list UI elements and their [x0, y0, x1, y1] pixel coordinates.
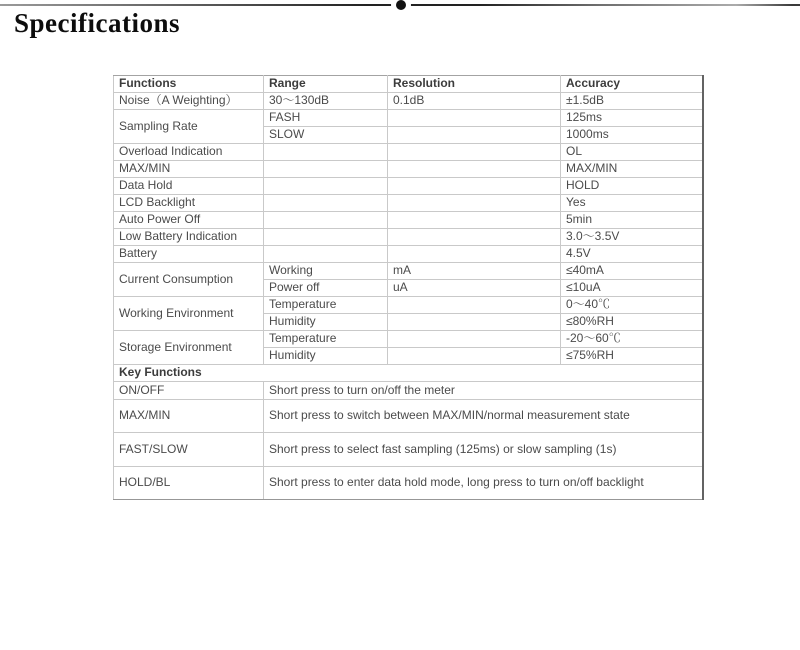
spec-cell — [264, 195, 388, 212]
spec-cell: ≤10uA — [561, 280, 703, 297]
table-row — [114, 144, 703, 161]
spec-cell: FAST/SLOW — [114, 433, 264, 467]
spec-cell: ±1.5dB — [561, 93, 703, 110]
spec-cell — [388, 161, 561, 178]
spec-cell: Short press to select fast sampling (125ms) or slow sampling (1s) — [264, 433, 703, 467]
spec-cell: Data Hold — [114, 178, 264, 195]
spec-cell: mA — [388, 263, 561, 280]
spec-cell — [264, 178, 388, 195]
spec-cell: 30～130dB — [264, 93, 388, 110]
spec-cell: Yes — [561, 195, 703, 212]
spec-cell: -20～60℃ — [561, 331, 703, 348]
top-divider — [0, 4, 800, 6]
spec-cell: Temperature — [264, 297, 388, 314]
spec-cell — [388, 110, 561, 127]
spec-cell — [264, 212, 388, 229]
spec-cell: 0～40℃ — [561, 297, 703, 314]
spec-cell — [388, 297, 561, 314]
spec-cell: Range — [264, 76, 388, 93]
table-row — [114, 195, 703, 212]
spec-cell — [264, 229, 388, 246]
spec-cell: Short press to turn on/off the meter — [264, 382, 703, 400]
spec-cell: MAX/MIN — [561, 161, 703, 178]
spec-cell: 3.0～3.5V — [561, 229, 703, 246]
spec-cell: Sampling Rate — [114, 110, 264, 144]
spec-cell — [388, 246, 561, 263]
spec-cell: Functions — [114, 76, 264, 93]
spec-cell — [388, 348, 561, 365]
spec-cell: 4.5V — [561, 246, 703, 263]
spec-cell — [388, 212, 561, 229]
spec-cell: Humidity — [264, 314, 388, 331]
spec-cell: Storage Environment — [114, 331, 264, 365]
spec-cell — [388, 331, 561, 348]
spec-cell: uA — [388, 280, 561, 297]
spec-cell: Auto Power Off — [114, 212, 264, 229]
table-row — [114, 331, 703, 348]
spec-cell: Short press to enter data hold mode, long press to turn on/off backlight — [264, 467, 703, 500]
table-row — [114, 467, 703, 500]
spec-cell: ON/OFF — [114, 382, 264, 400]
spec-cell — [388, 314, 561, 331]
spec-cell: MAX/MIN — [114, 161, 264, 178]
spec-cell: 1000ms — [561, 127, 703, 144]
table-row — [114, 263, 703, 280]
table-row — [114, 161, 703, 178]
table-row — [114, 110, 703, 127]
spec-cell: Humidity — [264, 348, 388, 365]
spec-cell — [264, 246, 388, 263]
table-row — [114, 433, 703, 467]
spec-cell: MAX/MIN — [114, 400, 264, 433]
spec-cell: Noise（A Weighting） — [114, 93, 264, 110]
spec-cell: Temperature — [264, 331, 388, 348]
spec-cell: Power off — [264, 280, 388, 297]
table-row — [114, 400, 703, 433]
spec-cell: HOLD — [561, 178, 703, 195]
spec-cell: Overload Indication — [114, 144, 264, 161]
table-row — [114, 178, 703, 195]
spec-cell — [388, 229, 561, 246]
spec-cell — [388, 195, 561, 212]
spec-cell: Battery — [114, 246, 264, 263]
spec-cell: Working Environment — [114, 297, 264, 331]
spec-cell: FASH — [264, 110, 388, 127]
table-row — [114, 76, 703, 93]
spec-cell — [388, 144, 561, 161]
table-row — [114, 212, 703, 229]
spec-cell: Low Battery Indication — [114, 229, 264, 246]
spec-cell: 5min — [561, 212, 703, 229]
spec-cell: ≤75%RH — [561, 348, 703, 365]
spec-table — [113, 75, 704, 500]
spec-cell: ≤80%RH — [561, 314, 703, 331]
spec-cell: SLOW — [264, 127, 388, 144]
spec-cell — [388, 127, 561, 144]
spec-cell: ≤40mA — [561, 263, 703, 280]
spec-cell: 0.1dB — [388, 93, 561, 110]
spec-cell: Accuracy — [561, 76, 703, 93]
spec-cell: Working — [264, 263, 388, 280]
spec-cell: Resolution — [388, 76, 561, 93]
spec-cell: Key Functions — [114, 365, 703, 382]
spec-cell — [388, 178, 561, 195]
spec-cell: Current Consumption — [114, 263, 264, 297]
table-row — [114, 246, 703, 263]
spec-cell: OL — [561, 144, 703, 161]
spec-cell: 125ms — [561, 110, 703, 127]
page-title: Specifications — [14, 8, 180, 38]
table-row — [114, 365, 703, 382]
spec-cell — [264, 144, 388, 161]
table-row — [114, 297, 703, 314]
spec-cell: LCD Backlight — [114, 195, 264, 212]
spec-cell: Short press to switch between MAX/MIN/normal measurement state — [264, 400, 703, 433]
divider-dot-icon — [396, 0, 406, 10]
spec-cell: HOLD/BL — [114, 467, 264, 500]
table-row — [114, 382, 703, 400]
spec-cell — [264, 161, 388, 178]
table-row — [114, 93, 703, 110]
table-row — [114, 229, 703, 246]
